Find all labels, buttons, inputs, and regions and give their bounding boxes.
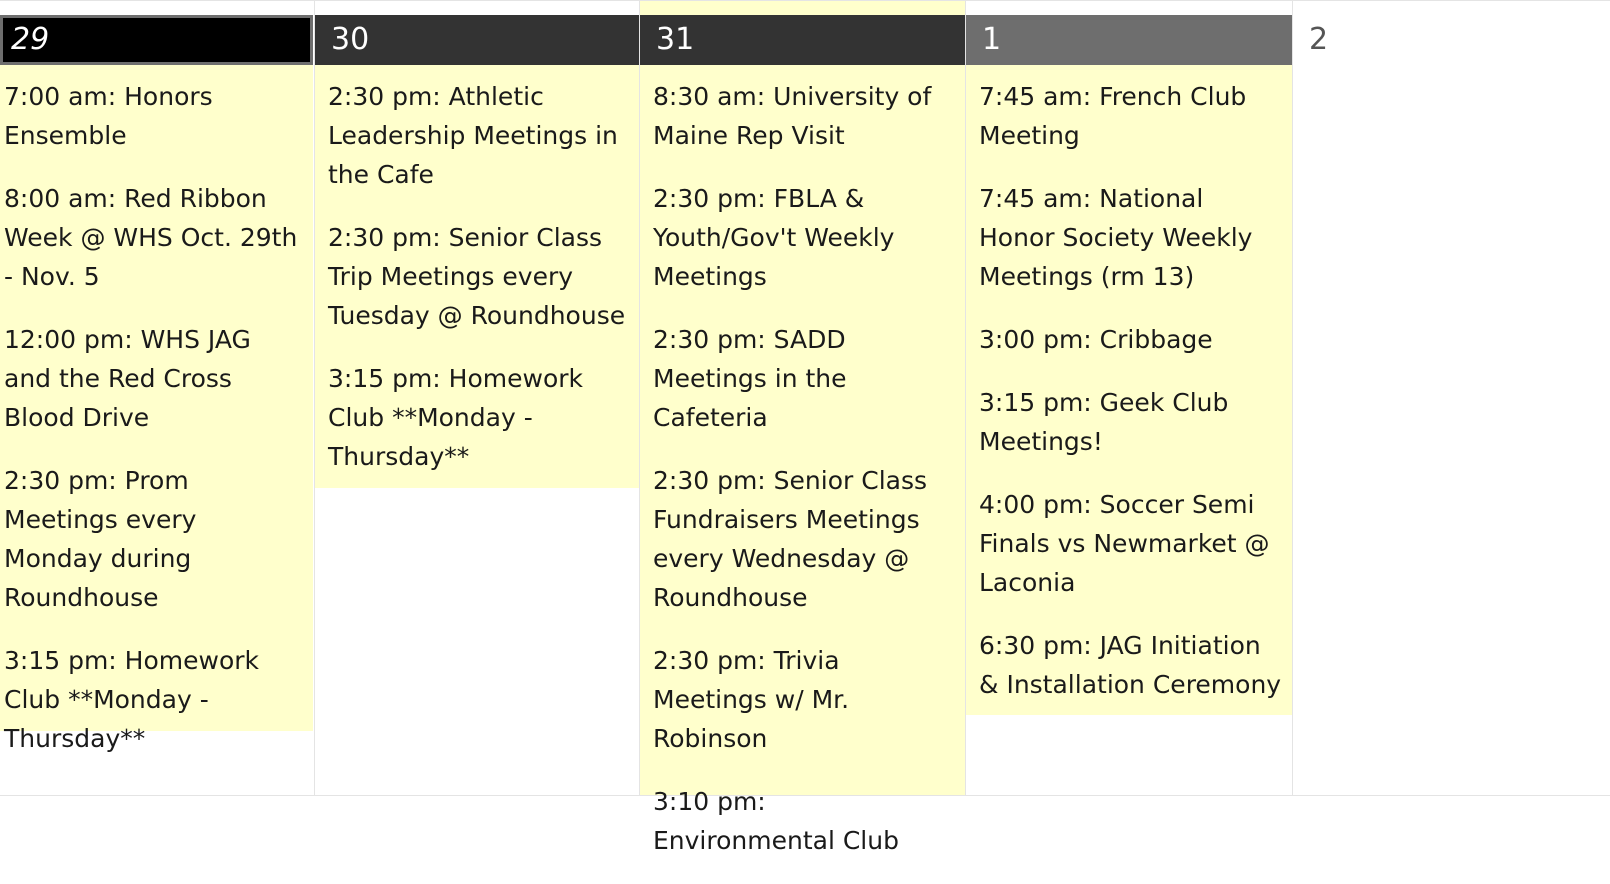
- day-header-29[interactable]: [0, 15, 313, 65]
- day-header-30[interactable]: [315, 15, 639, 65]
- event-item[interactable]: 3:15 pm: Homework Club **Monday - Thursday**: [328, 364, 584, 471]
- day-cell-2[interactable]: [1293, 1, 1610, 795]
- event-item[interactable]: 3:10 pm: Environmental Club: [653, 787, 899, 855]
- event-item[interactable]: 7:45 am: National Honor Society Weekly Meetings (rm 13): [979, 184, 1253, 291]
- day-number: 31: [656, 22, 695, 57]
- event-item[interactable]: 2:30 pm: Senior Class Trip Meetings every Tuesday @ Roundhouse: [328, 223, 626, 330]
- event-item[interactable]: 2:30 pm: FBLA & Youth/Gov't Weekly Meetings: [653, 184, 895, 291]
- day-number: 30: [331, 22, 370, 57]
- event-item[interactable]: 2:30 pm: Senior Class Fundraisers Meetings every Wednesday @ Roundhouse: [653, 466, 928, 612]
- day-number: 1: [982, 22, 1002, 57]
- day-events-list: [966, 65, 1292, 728]
- day-cell-1[interactable]: [966, 1, 1292, 795]
- event-item[interactable]: 7:00 am: Honors Ensemble: [4, 82, 213, 150]
- day-header-31[interactable]: [640, 15, 965, 65]
- day-cell-30[interactable]: [315, 1, 639, 795]
- event-item[interactable]: 2:30 pm: SADD Meetings in the Cafeteria: [653, 325, 847, 432]
- event-item[interactable]: 3:15 pm: Homework Club **Monday - Thursday**: [4, 646, 260, 753]
- event-item[interactable]: 8:00 am: Red Ribbon Week @ WHS Oct. 29th - Nov. 5: [4, 184, 298, 291]
- event-item[interactable]: 8:30 am: University of Maine Rep Visit: [653, 82, 932, 150]
- day-events-list: [315, 65, 639, 500]
- event-item[interactable]: 4:00 pm: Soccer Semi Finals vs Newmarket @ Laconia: [979, 490, 1270, 597]
- day-number: 29: [11, 22, 50, 57]
- day-cell-31[interactable]: [640, 1, 965, 855]
- day-cell-29[interactable]: [0, 1, 313, 795]
- event-item[interactable]: 2:30 pm: Athletic Leadership Meetings in the Cafe: [328, 82, 618, 189]
- day-events-list: [0, 65, 313, 782]
- day-header-2[interactable]: [1293, 15, 1610, 65]
- day-number: 2: [1309, 22, 1329, 57]
- event-item[interactable]: 2:30 pm: Prom Meetings every Monday during Roundhouse: [4, 466, 197, 612]
- day-header-1[interactable]: [966, 15, 1292, 65]
- event-item[interactable]: 12:00 pm: WHS JAG and the Red Cross Blood Drive: [4, 325, 251, 432]
- event-item[interactable]: 3:00 pm: Cribbage: [979, 325, 1213, 354]
- event-item[interactable]: 7:45 am: French Club Meeting: [979, 82, 1247, 150]
- event-item[interactable]: 3:15 pm: Geek Club Meetings!: [979, 388, 1229, 456]
- day-events-list: [640, 65, 965, 884]
- event-item[interactable]: 2:30 pm: Trivia Meetings w/ Mr. Robinson: [653, 646, 850, 753]
- event-item[interactable]: 6:30 pm: JAG Initiation & Installation Ceremony: [979, 631, 1282, 699]
